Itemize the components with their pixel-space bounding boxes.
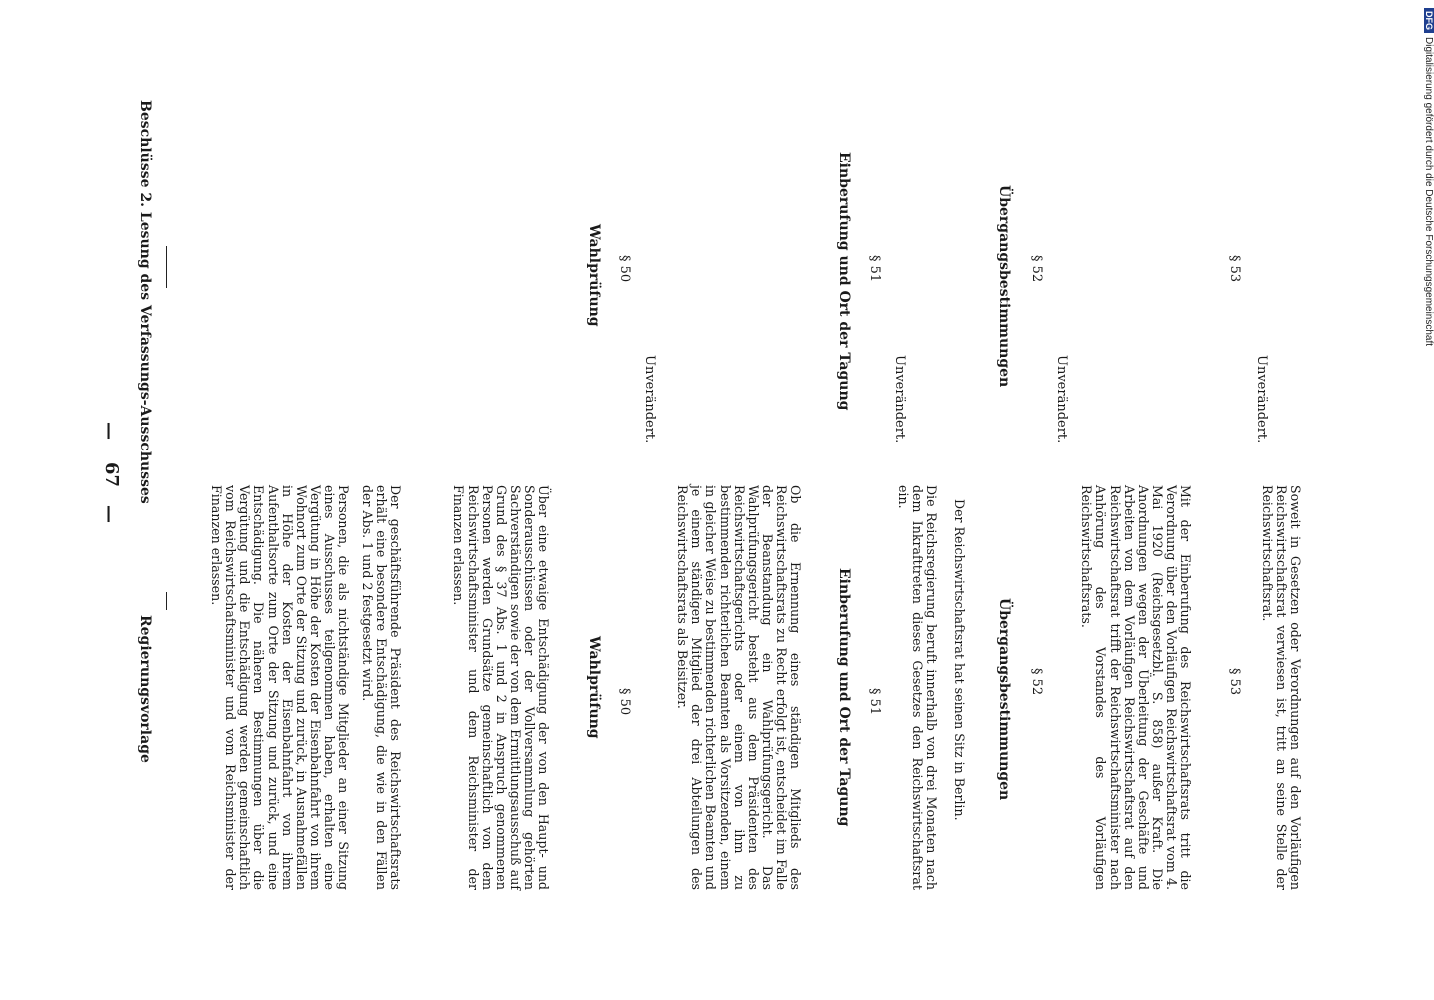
section-text: Unverändert. (1054, 355, 1069, 444)
section-text (1260, 485, 1302, 890)
paragraph-compensation (209, 485, 350, 890)
section-title: Wahlprüfung (586, 224, 602, 327)
page-dash-right: — (99, 422, 120, 440)
government-draft-heading: Regierungsvorlage (137, 615, 153, 763)
section-title: Einberufung und Ort der Tagung (836, 152, 852, 411)
paragraph-text: Personen, die als nichtständige Mitglieder an einer Sitzung eines Ausschusses teilgenommen haben, erhalten eine Vergütung in Höhe der Kosten der Eisenbahnfahrt von ihrem Wohnort zum Orte der Sitzung und zurück, in Ausnahmefällen in Höhe der Kosten der Eisenbahnfahrt von ihrem Aufenthaltsorte zum Orte der Sitzung und zurück, und eine Entschädigung. Die näheren Bestimmungen über die Vergütung und die Entschädigung werden gemeinschaftlich vom Reichswirtschaftsminister und vom Reichsminister der Finanzen erlassen. (209, 485, 351, 890)
committee-heading: Beschlüsse 2. Lesung des Verfassungs-Ausschusses (137, 100, 153, 504)
section-text: Unverändert. (1254, 355, 1269, 444)
heading-rule-left (166, 592, 167, 610)
paragraph-president (360, 485, 402, 890)
section-number: § 53 (1227, 255, 1242, 283)
section-title: Übergangsbestimmungen (996, 598, 1012, 801)
section-text (1079, 485, 1192, 890)
section-number: § 50 (617, 255, 632, 283)
dfg-logo: DFG (1424, 8, 1434, 33)
section-title: Übergangsbestimmungen (996, 185, 1012, 388)
section-text (675, 485, 802, 890)
paragraph-text: Die Reichsregierung beruft innerhalb von drei Monaten nach dem Inkrafttreten dieses Gesetzes den Reichswirtschaftsrat ein. (895, 485, 939, 890)
funding-footer (1423, 8, 1434, 346)
section-number: § 50 (617, 688, 632, 716)
paragraph-text: Soweit in Gesetzen oder Verordnungen auf den Vorläufigen Reichswirtschaftsrat verwiesen ist, tritt an seine Stelle der Reichswirtschaftsrat. (1259, 485, 1303, 890)
section-number: § 51 (867, 688, 882, 716)
paragraph-text: Der Reichswirtschaftsrat hat seinen Sitz in Berlin. (952, 499, 967, 821)
paragraph-text: Ob die Ernennung eines ständigen Mitglieds des Reichswirtschaftsrats zu Recht erfolgt ist, entscheidet im Falle der Beanstandung ein Wahlprüfungsgericht. Das Wahlprüfungsgericht besteht aus dem Präsidenten des Reichswirtschaftsgerichts oder einem von ihm zu bestimmenden richterlichen Beamten als Vorsitzenden, einem in gleicher Weise zu bestimmenden richterlichen Beamten und je einem ständigen Mitglied der drei Abteilungen des Reichswirtschaftsrats als Beisitzer. (675, 485, 803, 890)
paragraph-text: Mit der Einberufung des Reichswirtschaftsrats tritt die Verordnung über den Vorläufigen Reichswirtschaftsrat vom 4. Mai 1920 (Reichsgesetzbl. S. 858) außer Kraft. Die Anordnungen wegen der Überleitung der Geschäfte und Arbeiten von dem Vorläufigen Reichswirtschaftsrat auf den Reichswirtschaftsrat trifft der Reichswirtschaftsminister nach Anhörung des Vorstandes des Vorläufigen Reichswirtschaftsrats. (1079, 485, 1193, 890)
section-text: Unverändert. (642, 355, 657, 444)
paragraph-text: Über eine etwaige Entschädigung der von den Haupt- und Sonderausschüssen oder der Vollversammlung gehörten Sachverständigen sowie der von dem Ermittlungsausschuß auf Grund des § 37 Abs. 1 und 2 in Anspruch genommenen Personen werden Grundsätze gemeinschaftlich von dem Reichswirtschaftsminister und dem Reichsminister der Finanzen erlassen. (451, 485, 551, 890)
section-number: § 52 (1029, 668, 1044, 696)
section-number: § 53 (1227, 668, 1242, 696)
section-title: Einberufung und Ort der Tagung (836, 568, 852, 827)
funding-text: Digitalisierung gefördert durch die Deutsche Forschungsgemeinschaft (1423, 37, 1434, 347)
section-text: Unverändert. (892, 355, 907, 444)
section-number: § 51 (867, 255, 882, 283)
heading-rule-right (166, 246, 167, 288)
page-number: 67 (101, 462, 122, 488)
paragraph-experts (451, 485, 550, 890)
section-title: Wahlprüfung (586, 636, 602, 739)
section-number: § 52 (1029, 255, 1044, 283)
section-text (952, 485, 966, 890)
paragraph-text: Der geschäftsführende Präsident des Reichswirtschaftsrats erhält eine besondere Entschädigung, die wie in den Fällen der Abs. 1 und 2 festgesetzt wird. (359, 485, 403, 890)
page-dash-left: — (99, 505, 120, 523)
section-text (896, 485, 938, 890)
